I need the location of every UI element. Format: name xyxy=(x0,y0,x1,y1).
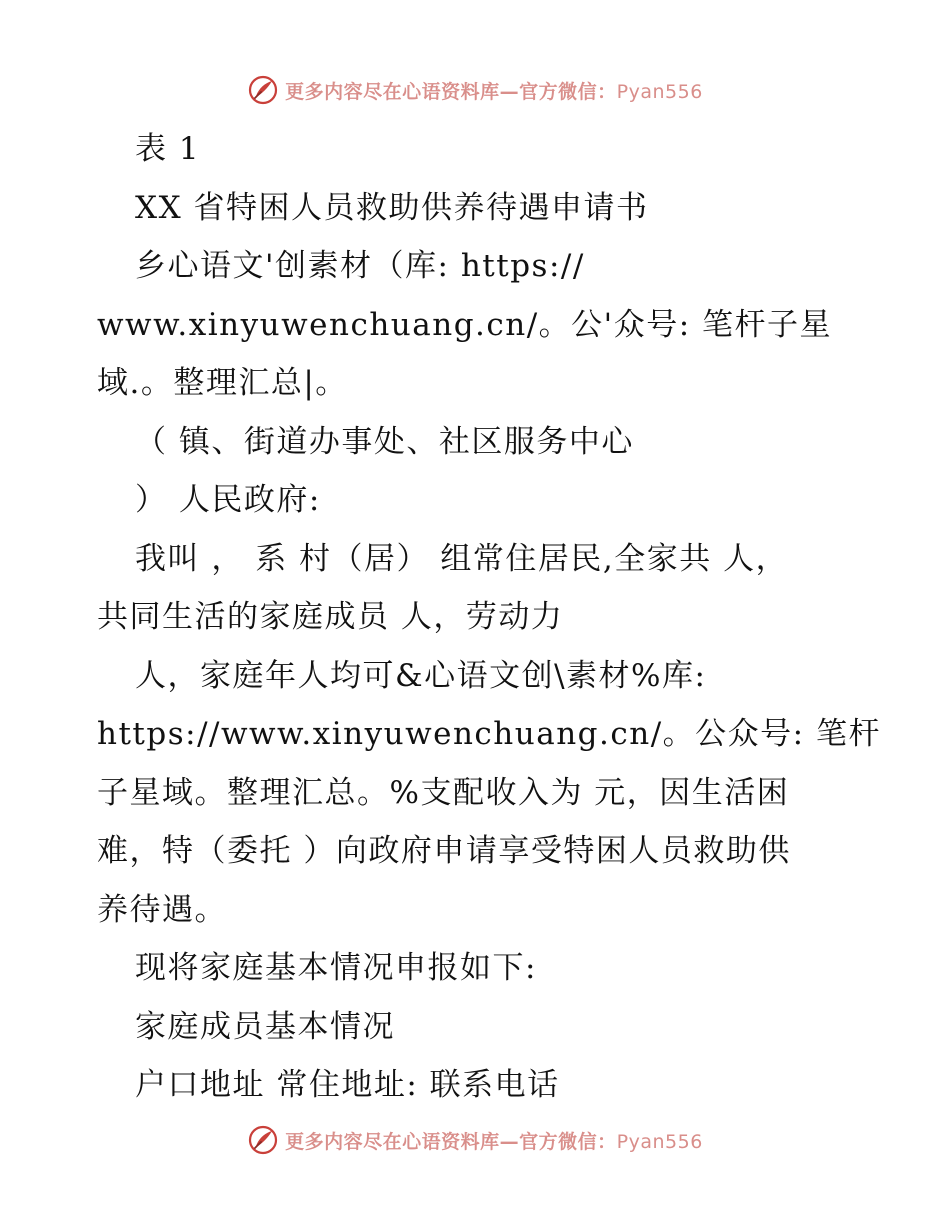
paragraph-line: 难，特（委托 ）向政府申请享受特困人员救助供 xyxy=(97,833,791,869)
watermark-content xyxy=(247,74,703,106)
paragraph-line: 共同生活的家庭成员 人，劳动力 xyxy=(97,599,564,635)
paragraph-line: www.xinyuwenchuang.cn/。公'众号: 笔杆子星 xyxy=(97,306,832,343)
addressee-line: ） 人民政府: xyxy=(135,482,321,518)
paragraph-line: 子星域。整理汇总。%支配收入为 元，因生活困 xyxy=(97,774,790,811)
paragraph-line: 域.。整理汇总|。 xyxy=(97,365,348,401)
paragraph-line: 乡心语文'创素材（库: https:// xyxy=(135,248,585,284)
document-title: XX 省特困人员救助供养待遇申请书 xyxy=(135,189,649,226)
paragraph-line: 户口地址 常住地址: 联系电话 xyxy=(135,1067,560,1103)
table-number: 表 1 xyxy=(135,131,201,167)
paragraph-line: https://www.xinyuwenchuang.cn/。公众号: 笔杆 xyxy=(97,716,881,752)
header-watermark xyxy=(0,70,950,110)
document-body xyxy=(97,120,881,1115)
watermark-text: 更多内容尽在心语资料库—官方微信：Pyan556 xyxy=(285,80,703,103)
section-heading: 家庭成员基本情况 xyxy=(135,1008,395,1045)
paragraph-line: 现将家庭基本情况申报如下: xyxy=(135,950,537,986)
paragraph-line: 人，家庭年人均可&心语文创\素材%库: xyxy=(135,657,707,694)
footer-watermark xyxy=(0,1120,950,1160)
watermark-text: 更多内容尽在心语资料库—官方微信：Pyan556 xyxy=(285,1130,703,1153)
quill-logo-icon xyxy=(247,74,279,106)
quill-logo-icon xyxy=(247,1124,279,1156)
paragraph-line: 我叫 ， 系 村（居） 组常住居民,全家共 人， xyxy=(135,540,789,577)
watermark-content xyxy=(247,1124,703,1156)
addressee-line: （ 镇、街道办事处、社区服务中心 xyxy=(135,423,634,460)
paragraph-line: 养待遇。 xyxy=(97,891,227,928)
